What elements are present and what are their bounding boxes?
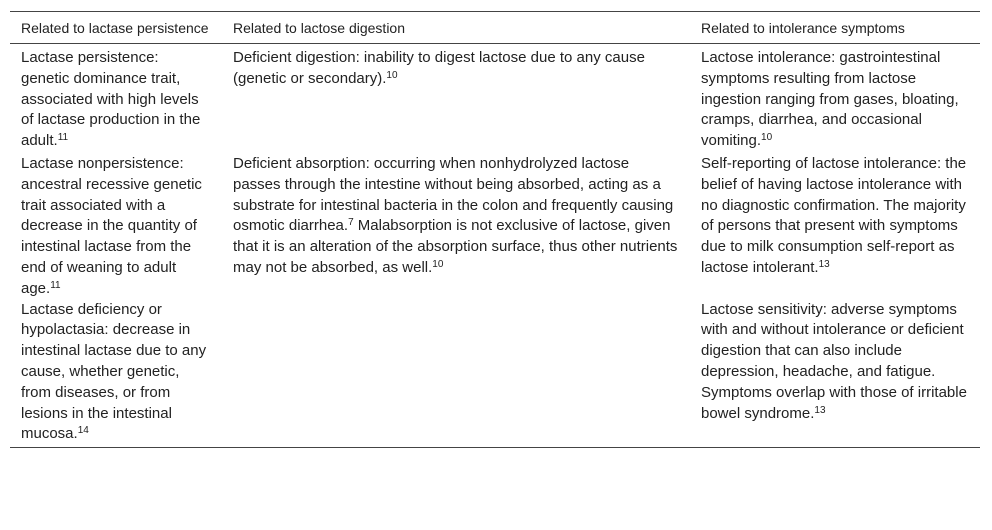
cell-empty <box>222 300 690 448</box>
header-lactase-persistence: Related to lactase persistence <box>10 12 222 44</box>
reference-number: 13 <box>814 404 826 416</box>
cell-lactase-deficiency <box>10 300 222 448</box>
cell-deficient-absorption <box>222 152 690 300</box>
reference-number: 11 <box>57 132 69 144</box>
reference-number: 14 <box>77 425 89 437</box>
cell-lactase-nonpersistence <box>10 152 222 300</box>
cell-text: Lactase deficiency or hypolactasia: decrease in intestinal lactase due to any cause, whether genetic, from diseases, or from lesions in the intestinal mucosa. <box>21 300 207 443</box>
reference-number: 10 <box>761 132 773 144</box>
header-intolerance-symptoms: Related to intolerance symptoms <box>690 12 980 44</box>
cell-text: Lactase persistence: genetic dominance trait, associated with high levels of lactase production in the adult. <box>21 49 201 150</box>
cell-self-reporting <box>690 152 980 300</box>
header-lactose-digestion: Related to lactose digestion <box>222 12 690 44</box>
cell-text: Self-reporting of lactose intolerance: the belief of having lactose intolerance with no diagnostic confirmation. The majority of persons that present with symptoms due to milk consumption self-report as lactose intolerant. <box>701 154 967 276</box>
cell-text: Malabsorption is not exclusive of lactose, given that it is an alteration of the absorption surface, thus other nutrients may not be absorbed, as well. <box>233 217 678 276</box>
cell-deficient-digestion <box>222 44 690 152</box>
table-row <box>10 152 980 300</box>
reference-number: 10 <box>432 258 444 270</box>
cell-text: Lactose sensitivity: adverse symptoms with and without intolerance or deficient digestion that can also include depression, headache, and fatigue. Symptoms overlap with those of irritable bowel syndrome. <box>701 300 967 422</box>
cell-text: Deficient digestion: inability to digest lactose due to any cause (genetic or secondary). <box>233 49 645 87</box>
cell-lactase-persistence <box>10 44 222 152</box>
reference-number: 13 <box>818 258 830 270</box>
reference-number: 11 <box>50 279 61 291</box>
cell-lactose-intolerance <box>690 44 980 152</box>
header-row <box>10 12 980 44</box>
table-row <box>10 44 980 152</box>
table-row <box>10 300 980 448</box>
cell-lactose-sensitivity <box>690 300 980 448</box>
cell-text: Deficient absorption: occurring when nonhydrolyzed lactose passes through the intestine without being absorbed, acting as a substrate for intestinal bacteria in the colon and frequently causing osmotic diarrhea. <box>233 154 674 235</box>
definitions-table <box>10 11 980 448</box>
reference-number: 7 <box>348 217 354 229</box>
cell-text: Lactase nonpersistence: ancestral recessive genetic trait associated with a decrease in the quantity of intestinal lactase from the end of weaning to adult age. <box>21 154 202 297</box>
cell-text: Lactose intolerance: gastrointestinal symptoms resulting from lactose ingestion ranging from gases, bloating, cramps, diarrhea, and occasional vomiting. <box>701 49 959 150</box>
reference-number: 10 <box>386 69 398 81</box>
